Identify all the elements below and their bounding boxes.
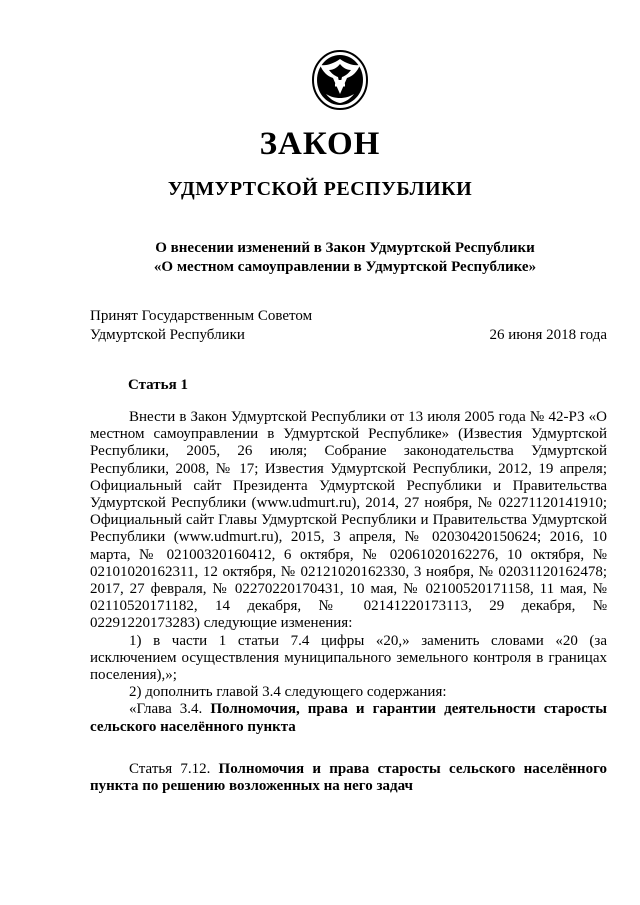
document-title: ЗАКОН xyxy=(259,126,381,162)
new-article-title: Полномочия и права старосты сельского населённого пункта по решению возложенных на него задач xyxy=(90,761,608,795)
chapter-prefix: «Глава 3.4. xyxy=(129,701,203,718)
chapter-title: Полномочия, права и гарантии деятельности старосты сельского населённого пункта xyxy=(90,701,608,735)
law-subject-line-2: «О местном самоуправлении в Удмуртской Республике» xyxy=(153,259,537,275)
adoption-statement xyxy=(90,307,312,345)
law-subject-line-1: О внесении изменений в Закон Удмуртской Республики xyxy=(155,240,535,256)
document-subtitle: УДМУРТСКОЙ РЕСПУБЛИКИ xyxy=(167,178,473,200)
adoption-date: 26 июня 2018 года xyxy=(489,327,607,343)
adoption-line-1: Принят Государственным Советом xyxy=(90,308,313,324)
amendment-item-2: 2) дополнить главой 3.4 следующего содержания: xyxy=(129,684,447,701)
new-article-prefix: Статья 7.12. xyxy=(129,761,211,777)
new-article-heading xyxy=(90,761,607,795)
article-intro-paragraph: Внести в Закон Удмуртской Республики от 13 июля 2005 года № 42-РЗ «О местном самоуправлении в Удмуртской Республике» (Известия Удмуртской Республики, 2005, 26 июля; Собрание законодательства Удмуртской Республики, 2008, № 17; Известия Удмуртской Республики, 2012, 19 апреля; Официальный сайт Президента Удмуртской Республики и Правительства Удмуртской Республики (www.udmurt.ru), 2014, 27 ноября, № 02271120141910; Официальный сайт Главы Удмуртской Республики и Правительства Удмуртской Республики (www.udmurt.ru), 2015, 3 апреля, № 02030420150624; 2016, 10 марта, № 02100320160412, 6 октября, № 02061020162276, 10 октября, № 02101020162311, 12 октября, № 02121020162330, 3 ноября, № 02031120162478; 2017, 27 февраля, № 02270220170431, 10 мая, № 02100520171158, 11 мая, № 02110520171182, 14 декабря, № 02141220173113, 29 декабря, № 02291220173283) следующие изменения: xyxy=(90,409,607,632)
article-heading: Статья 1 xyxy=(128,377,188,393)
amendment-item-1: 1) в части 1 статьи 7.4 цифры «20,» заменить словами «20 (за исключением осуществления муниципального земельного контроля в границах поселения),»; xyxy=(90,632,607,684)
adoption-line-2: Удмуртской Республики xyxy=(90,327,245,343)
law-subject xyxy=(0,239,640,277)
new-article-section xyxy=(90,761,607,795)
udmurt-coat-of-arms-emblem xyxy=(311,50,369,110)
chapter-heading xyxy=(90,701,607,735)
article-body xyxy=(90,409,607,736)
